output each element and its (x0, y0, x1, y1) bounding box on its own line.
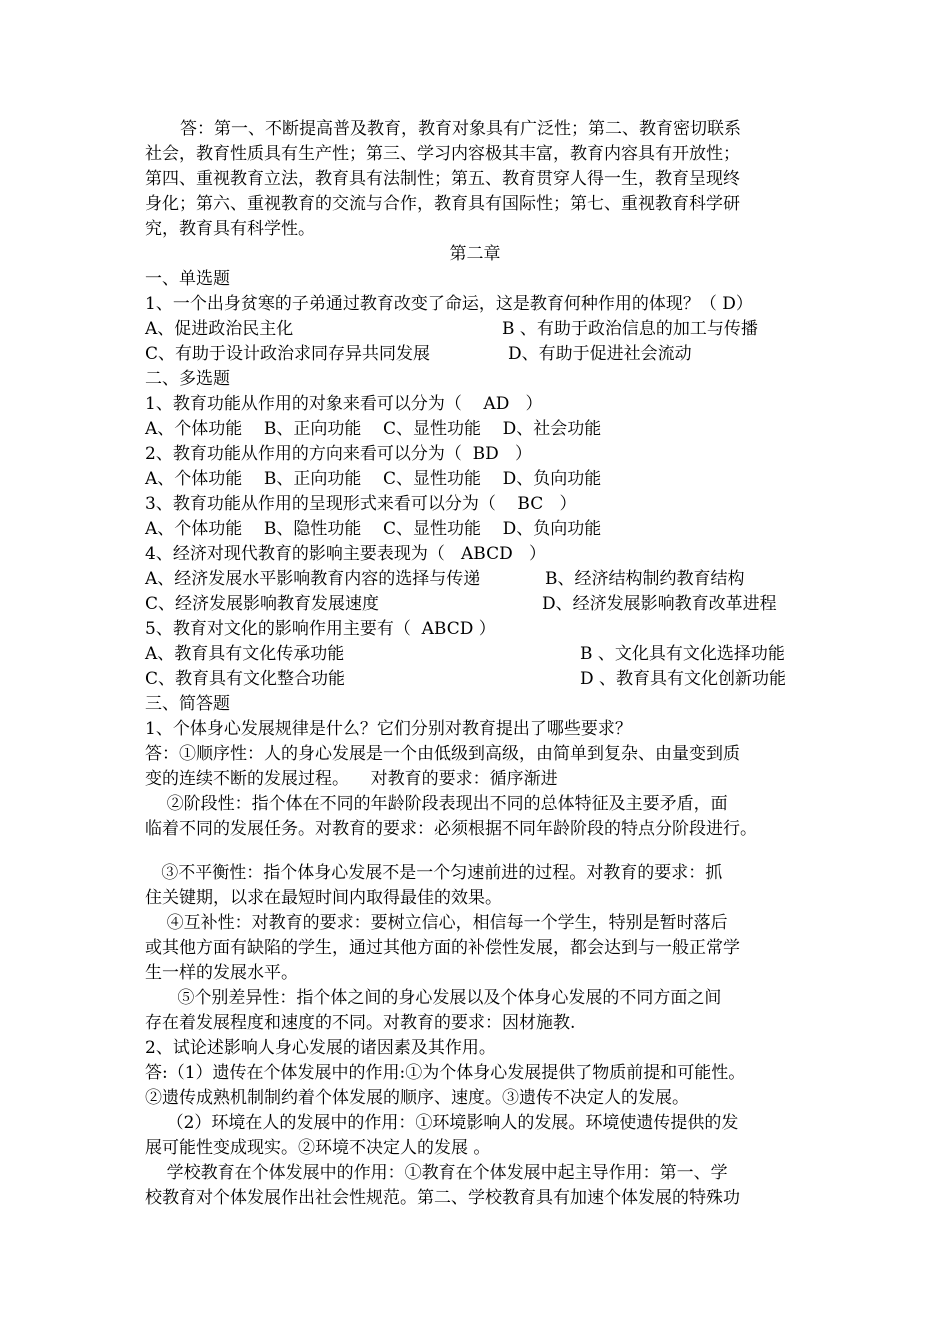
answer-line: ⑤个别差异性：指个体之间的身心发展以及个体身心发展的不同方面之间 (145, 988, 722, 1008)
option-d: D、有助于促进社会流动 (508, 344, 692, 364)
answer-line: 存在着发展程度和速度的不同。对教育的要求：因材施教. (145, 1013, 576, 1033)
option-a: A、促进政治民主化 (145, 319, 294, 339)
multi-choice-question: 2、教育功能从作用的方向来看可以分为（ BD ） (145, 444, 532, 464)
section-heading-short-answer: 三、简答题 (145, 694, 230, 714)
section-heading-multi-choice: 二、多选题 (145, 369, 230, 389)
answer-line: ③不平衡性：指个体身心发展不是一个匀速前进的过程。对教育的要求：抓 (145, 863, 723, 883)
answer-line: 学校教育在个体发展中的作用：①教育在个体发展中起主导作用：第一、学 (145, 1163, 728, 1183)
multi-choice-options: A、个体功能 B、正向功能 C、显性功能 D、负向功能 (145, 469, 602, 489)
answer-line: 或其他方面有缺陷的学生，通过其他方面的补偿性发展，都会达到与一般正常学 (145, 938, 740, 958)
multi-choice-options: A、个体功能 B、正向功能 C、显性功能 D、社会功能 (145, 419, 602, 439)
multi-choice-question: 5、教育对文化的影响作用主要有（ ABCD ） (145, 619, 496, 639)
option-d: D 、教育具有文化创新功能 (580, 669, 787, 689)
answer-line: 答：①顺序性：人的身心发展是一个由低级到高级，由简单到复杂、由量变到质 (145, 744, 740, 764)
multi-choice-question: 1、教育功能从作用的对象来看可以分为（ AD ） (145, 394, 543, 414)
intro-answer-line: 身化；第六、重视教育的交流与合作，教育具有国际性；第七、重视教育科学研 (145, 194, 740, 214)
answer-line: （2）环境在人的发展中的作用：①环境影响人的发展。环境使遗传提供的发 (145, 1113, 739, 1133)
option-a: A、教育具有文化传承功能 (145, 644, 345, 664)
answer-line: 展可能性变成现实。②环境不决定人的发展 。 (145, 1138, 491, 1158)
option-b: B 、有助于政治信息的加工与传播 (502, 319, 758, 339)
option-c: C、教育具有文化整合功能 (145, 669, 346, 689)
short-answer-question: 2、试论述影响人身心发展的诸因素及其作用。 (145, 1038, 496, 1058)
option-c: C、有助于设计政治求同存异共同发展 (145, 344, 431, 364)
answer-line: 校教育对个体发展作出社会性规范。第二、学校教育具有加速个体发展的特殊功 (145, 1188, 740, 1208)
intro-answer-line: 答：第一、不断提高普及教育，教育对象具有广泛性；第二、教育密切联系 (180, 119, 741, 139)
multi-choice-options: A、个体功能 B、隐性功能 C、显性功能 D、负向功能 (145, 519, 602, 539)
answer-line: 答:（1）遗传在个体发展中的作用:①为个体身心发展提供了物质前提和可能性。 (145, 1063, 746, 1083)
option-a: A、经济发展水平影响教育内容的选择与传递 (145, 569, 481, 589)
answer-line: ②遗传成熟机制制约着个体发展的顺序、速度。③遗传不决定人的发展。 (145, 1088, 689, 1108)
chapter-title: 第二章 (449, 244, 501, 264)
option-c: C、经济发展影响教育发展速度 (145, 594, 380, 614)
short-answer-question: 1、个体身心发展规律是什么？它们分别对教育提出了哪些要求？ (145, 719, 632, 739)
answer-line: 住关键期，以求在最短时间内取得最佳的效果。 (145, 888, 502, 908)
multi-choice-question: 4、经济对现代教育的影响主要表现为（ ABCD ） (145, 544, 546, 564)
answer-line: 临着不同的发展任务。对教育的要求：必须根据不同年龄阶段的特点分阶段进行。 (145, 819, 757, 839)
option-b: B、经济结构制约教育结构 (545, 569, 745, 589)
section-heading-single-choice: 一、单选题 (145, 269, 230, 289)
answer-line: ④互补性：对教育的要求：要树立信心，相信每一个学生，特别是暂时落后 (145, 913, 728, 933)
intro-answer-line: 究，教育具有科学性。 (145, 219, 315, 239)
intro-answer-line: 社会，教育性质具有生产性；第三、学习内容极其丰富，教育内容具有开放性； (145, 144, 740, 164)
option-d: D、经济发展影响教育改革进程 (542, 594, 777, 614)
answer-line: 生一样的发展水平。 (145, 963, 298, 983)
single-choice-question: 1、一个出身贫寒的子弟通过教育改变了命运，这是教育何种作用的体现？（ D） (145, 294, 753, 314)
option-b: B 、文化具有文化选择功能 (580, 644, 785, 664)
intro-answer-line: 第四、重视教育立法，教育具有法制性；第五、教育贯穿人得一生，教育呈现终 (145, 169, 740, 189)
answer-line: ②阶段性：指个体在不同的年龄阶段表现出不同的总体特征及主要矛盾，面 (145, 794, 728, 814)
multi-choice-question: 3、教育功能从作用的呈现形式来看可以分为（ BC ） (145, 494, 577, 514)
answer-line: 变的连续不断的发展过程。 对教育的要求：循序渐进 (145, 769, 558, 789)
